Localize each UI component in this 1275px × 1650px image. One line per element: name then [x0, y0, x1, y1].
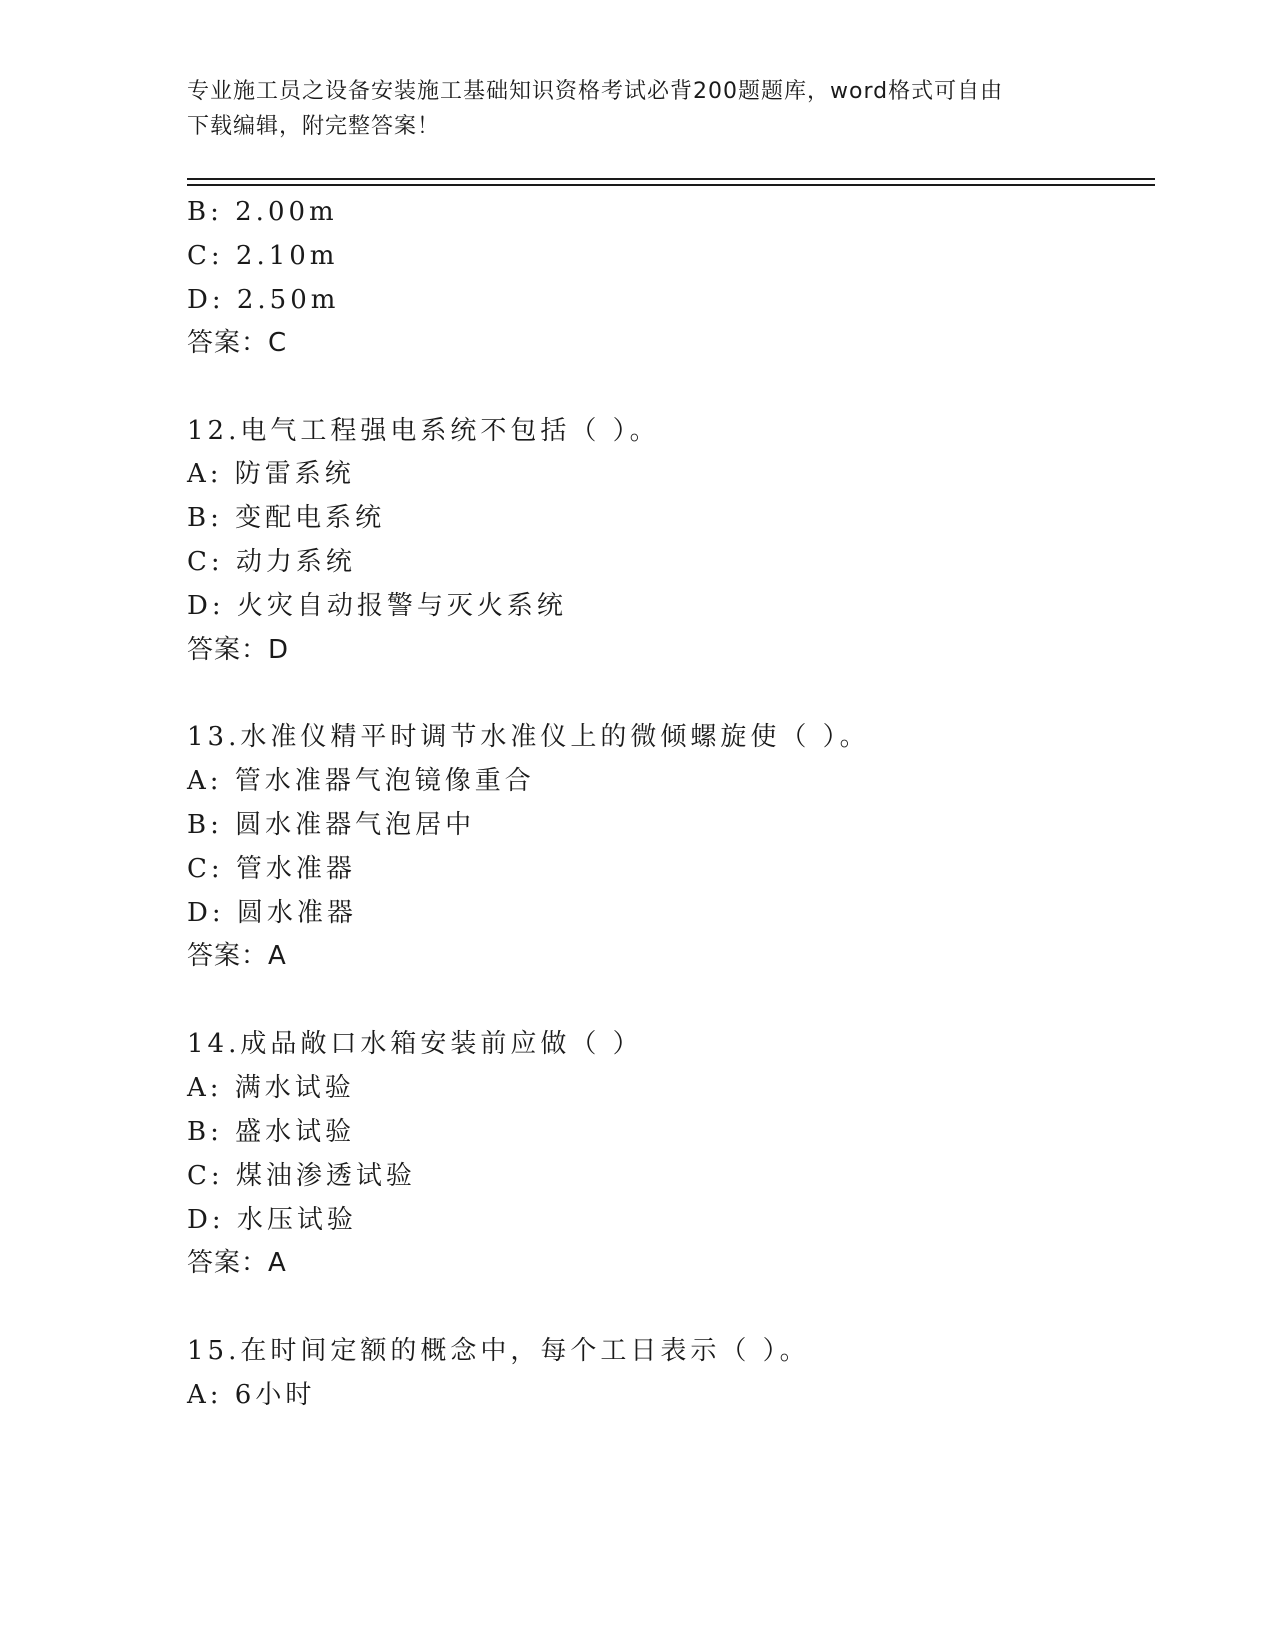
option-c: C: 2.10m [187, 241, 339, 271]
option-c: C: 动力系统 [187, 547, 356, 577]
option-d: D: 火灾自动报警与灭火系统 [187, 591, 567, 621]
option-b: B: 盛水试验 [187, 1117, 356, 1147]
header-divider-top [187, 178, 1155, 180]
option-a: A: 管水准器气泡镜像重合 [187, 766, 535, 796]
option-d: D: 2.50m [187, 285, 340, 315]
option-d: D: 水压试验 [187, 1205, 357, 1235]
option-a: A: 防雷系统 [187, 459, 355, 489]
header-line-2: 下载编辑，附完整答案！ [187, 114, 441, 139]
question-12: 12.电气工程强电系统不包括（ ）。 [187, 416, 660, 446]
header-line-1: 专业施工员之设备安装施工基础知识资格考试必背200题题库，word格式可自由 [187, 79, 1004, 104]
answer: 答案：D [187, 635, 290, 665]
answer: 答案：A [187, 1248, 287, 1278]
option-c: C: 煤油渗透试验 [187, 1161, 416, 1191]
option-b: B: 变配电系统 [187, 503, 386, 533]
option-a: A: 6小时 [187, 1380, 316, 1410]
answer: 答案：C [187, 328, 288, 358]
header-divider-bottom [187, 184, 1155, 186]
option-b: B: 圆水准器气泡居中 [187, 810, 476, 840]
question-13: 13.水准仪精平时调节水准仪上的微倾螺旋使（ ）。 [187, 722, 870, 752]
question-15: 15.在时间定额的概念中，每个工日表示（ ）。 [187, 1336, 810, 1366]
option-c: C: 管水准器 [187, 854, 356, 884]
option-b: B: 2.00m [187, 197, 338, 227]
option-a: A: 满水试验 [187, 1073, 355, 1103]
option-d: D: 圆水准器 [187, 898, 357, 928]
document-header [187, 74, 1087, 144]
question-14: 14.成品敞口水箱安装前应做（ ） [187, 1029, 643, 1059]
answer: 答案：A [187, 941, 287, 971]
